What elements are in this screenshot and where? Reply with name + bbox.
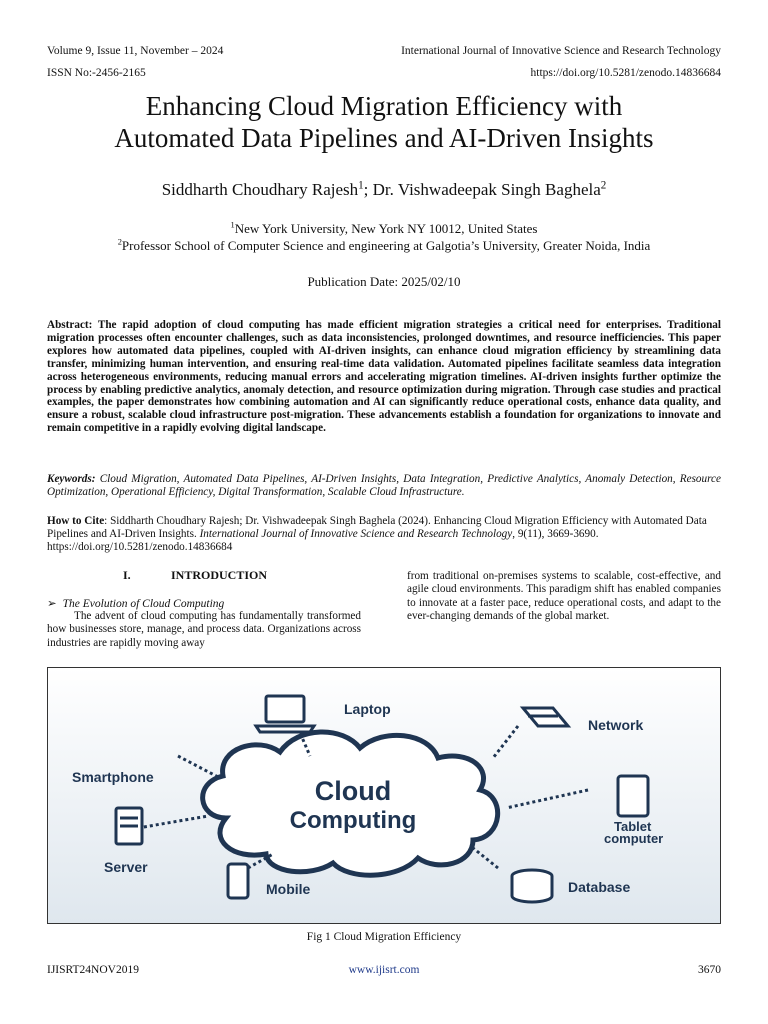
author-2-affil: 2 xyxy=(600,179,607,192)
label-database: Database xyxy=(568,879,631,895)
affiliation-1 xyxy=(0,220,768,238)
abstract xyxy=(47,319,721,435)
cloud-diagram xyxy=(48,668,720,923)
subsection-heading xyxy=(47,596,224,610)
journal-name: International Journal of Innovative Science and Research Technology xyxy=(401,45,721,57)
publication-date: Publication Date: 2025/02/10 xyxy=(307,274,461,289)
affiliation-2 xyxy=(0,237,768,255)
label-tablet: Tablet xyxy=(614,819,652,834)
paper-title xyxy=(0,90,768,154)
intro-left-column: The advent of cloud computing has fundamentally transformed how businesses store, manage, and process data. Organizations across industries are rapidly moving away xyxy=(47,610,361,649)
cloud-text-2: Computing xyxy=(289,807,417,834)
label-laptop: Laptop xyxy=(344,701,391,717)
header-doi-link[interactable]: https://doi.org/10.5281/zenodo.14836684 xyxy=(530,67,721,79)
keywords-text: Cloud Migration, Automated Data Pipelines, AI-Driven Insights, Data Integration, Predictive Analytics, Anomaly Detection, Resource Optimization, Operational Efficiency, Digital Transformation, Scalable Cloud Infrastructure. xyxy=(47,473,721,498)
author-2: ; Dr. Vishwadeepak Singh Baghela xyxy=(363,180,601,199)
keywords-label: Keywords: xyxy=(47,473,96,485)
label-tablet-computer: computer xyxy=(604,831,664,846)
how-to-cite-label: How to Cite xyxy=(47,515,105,527)
server-icon xyxy=(116,808,142,844)
author-1: Siddharth Choudhary Rajesh xyxy=(161,180,359,199)
figure-caption: Fig 1 Cloud Migration Efficiency xyxy=(306,931,462,943)
label-network: Network xyxy=(588,717,644,733)
footer-paper-id: IJISRT24NOV2019 xyxy=(47,964,139,976)
title-line-1: Enhancing Cloud Migration Efficiency with xyxy=(145,91,623,121)
issn: ISSN No:-2456-2165 xyxy=(47,67,146,79)
label-server: Server xyxy=(104,859,148,875)
laptop-icon xyxy=(256,696,314,732)
tablet-icon xyxy=(618,776,648,816)
how-to-cite xyxy=(47,515,721,554)
abstract-text: The rapid adoption of cloud computing has made efficient migration strategies a critical need for enterprises. Traditional migration processes often encounter challenges, such as data inconsistencies, prolonged downtimes, and resource inefficiencies. This paper explores how automated data pipelines, coupled with AI-driven insights, can enhance cloud migration efficiency by streamlining data transfer, minimizing human intervention, and ensuring real-time data validation. Automated pipelines facilitate seamless data integration across heterogeneous environments, reducing manual errors and accelerating migration timelines. AI-driven insights further optimize the process by enabling predictive analytics, anomaly detection, and resource optimization during migration. Through case studies and practical examples, the paper demonstrates how combining automation and AI can significantly reduce operational costs, enhance data quality, and ensure a robust, scalable cloud infrastructure post-migration. These advancements establish a foundation for organizations to innovate and remain competitive in a rapidly evolving digital landscape. xyxy=(47,319,721,435)
how-to-cite-tail: , 9(11), 3669-3690. https://doi.org/10.5281/zenodo.14836684 xyxy=(47,527,599,553)
author-list xyxy=(0,180,768,200)
title-line-2: Automated Data Pipelines and AI-Driven Insights xyxy=(114,123,654,153)
subsection-bullet: ➢ xyxy=(47,598,57,610)
intro-right-column: from traditional on-premises systems to scalable, cost-effective, and agile cloud environments. This paradigm shift has enabled companies to innovate at a faster pace, reduce operational costs, and adapt to the ever-changing demands of the global market. xyxy=(407,570,721,623)
cloud-computing-figure xyxy=(47,667,721,924)
how-to-cite-journal: International Journal of Innovative Science and Research Technology xyxy=(199,527,513,540)
affiliation-1-text: New York University, New York NY 10012, United States xyxy=(234,221,538,236)
subsection-title: The Evolution of Cloud Computing xyxy=(62,598,225,610)
section-number: I. xyxy=(123,568,131,582)
affiliation-2-text: Professor School of Computer Science and engineering at Galgotia’s University, Greater Noida, India xyxy=(121,238,651,253)
affiliation-1-marker: 1 xyxy=(230,219,235,230)
cloud-text-1: Cloud xyxy=(314,776,392,806)
keywords xyxy=(47,473,721,499)
how-to-cite-text: : Siddharth Choudhary Rajesh; Dr. Vishwadeepak Singh Baghela (2024). Enhancing Cloud Migration Efficiency with Automated Data Pipelines and AI-Driven Insights. xyxy=(47,515,707,540)
database-icon xyxy=(512,870,552,902)
affiliation-2-marker: 2 xyxy=(117,236,122,247)
label-mobile: Mobile xyxy=(266,881,311,897)
section-title: INTRODUCTION xyxy=(171,568,268,582)
label-smartphone: Smartphone xyxy=(72,769,154,785)
mobile-icon xyxy=(228,864,248,898)
journal-volume: Volume 9, Issue 11, November – 2024 xyxy=(47,45,224,57)
footer-page-number: 3670 xyxy=(698,964,721,976)
abstract-label: Abstract: xyxy=(47,319,93,331)
footer-website-link[interactable]: www.ijisrt.com xyxy=(348,964,420,976)
author-1-affil: 1 xyxy=(358,179,364,192)
